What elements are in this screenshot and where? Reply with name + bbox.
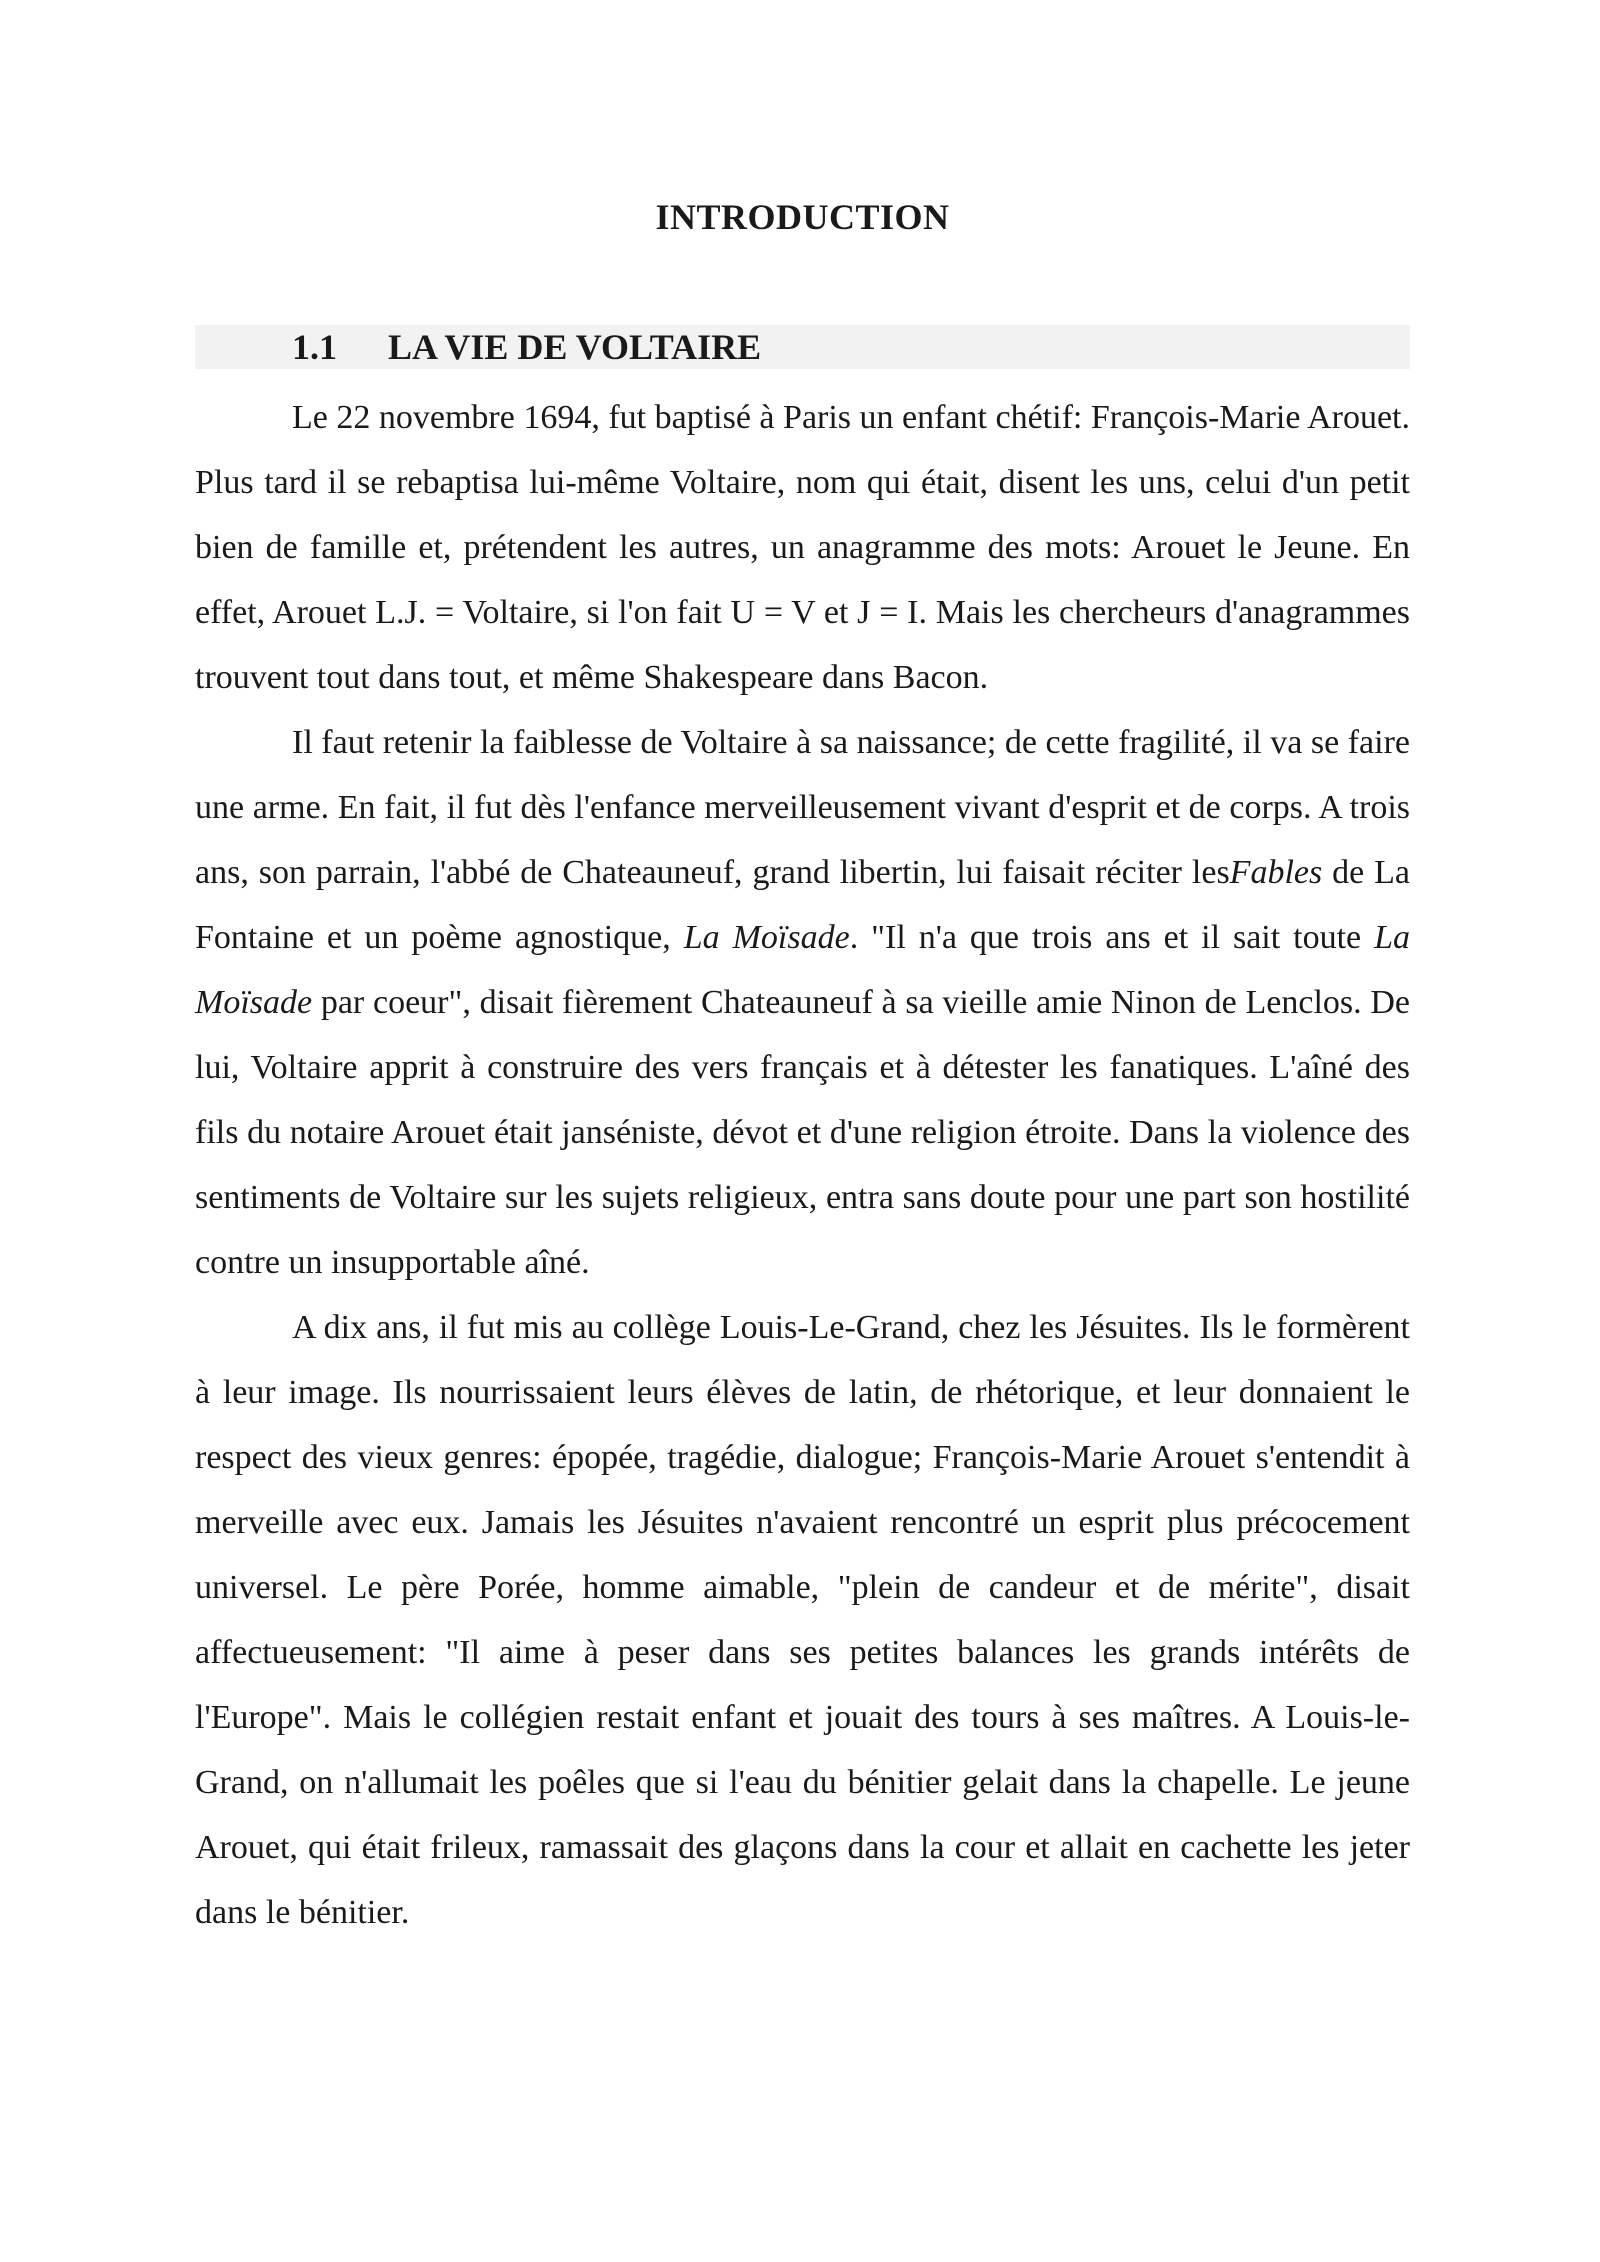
paragraph-2 (195, 710, 1410, 1295)
moisade-italic-1: La Moïsade (683, 919, 850, 956)
paragraph-2-part-c: de La Fontaine et un poème agnostique, (195, 854, 1410, 956)
fables-italic: Fables (1229, 854, 1323, 891)
section-title: LA VIE DE VOLTAIRE (388, 327, 762, 367)
paragraph-2-part-a: Il faut retenir la faiblesse de Voltaire à sa naissance; de cette fragilité, il va se faire une arme. En fait, il fut dès l'enfance merveilleusement vivant d'esprit et de corps. A trois ans, son parrain, l'abbé de Chateauneuf, grand libertin, lui faisait réciter les (195, 724, 1410, 891)
section-number: 1.1 (292, 327, 337, 367)
page-title: INTRODUCTION (655, 197, 950, 237)
moisade-italic-2: La Moïsade (195, 919, 1410, 1021)
paragraph-1: Le 22 novembre 1694, fut baptisé à Paris un enfant chétif: François-Marie Arouet. Plus tard il se rebaptisa lui-même Voltaire, nom qui était, disent les uns, celui d'un petit bien de famille et, prétendent les autres, un anagramme des mots: Arouet le Jeune. En effet, Arouet L.J. = Voltaire, si l'on fait U = V et J = I. Mais les chercheurs d'anagrammes trouvent tout dans tout, et même Shakespeare dans Bacon. (195, 399, 1410, 696)
paragraph-2-part-e: . "Il n'a que trois ans et il sait toute (849, 919, 1375, 956)
paragraph-2-part-g: par coeur", disait fièrement Chateauneuf à sa vieille amie Ninon de Lenclos. De lui, Voltaire apprit à construire des vers français et à détester les fanatiques. L'aîné des fils du notaire Arouet était janséniste, dévot et d'une religion étroite. Dans la violence des sentiments de Voltaire sur les sujets religieux, entra sans doute pour une part son hostilité contre un insupportable aîné. (195, 984, 1410, 1281)
section-heading (195, 325, 1410, 369)
paragraph-3: A dix ans, il fut mis au collège Louis-Le-Grand, chez les Jésuites. Ils le formèrent à leur image. Ils nourrissaient leurs élèves de latin, de rhétorique, et leur donnaient le respect des vieux genres: épopée, tragédie, dialogue; François-Marie Arouet s'entendit à merveille avec eux. Jamais les Jésuites n'avaient rencontré un esprit plus précocement universel. Le père Porée, homme aimable, "plein de candeur et de mérite", disait affectueusement: "Il aime à peser dans ses petites balances les grands intérêts de l'Europe". Mais le collégien restait enfant et jouait des tours à ses maîtres. A Louis-le-Grand, on n'allumait les poêles que si l'eau du bénitier gelait dans la chapelle. Le jeune Arouet, qui était frileux, ramassait des glaçons dans la cour et allait en cachette les jeter dans le bénitier. (195, 1309, 1410, 1931)
body-text (195, 385, 1410, 1945)
